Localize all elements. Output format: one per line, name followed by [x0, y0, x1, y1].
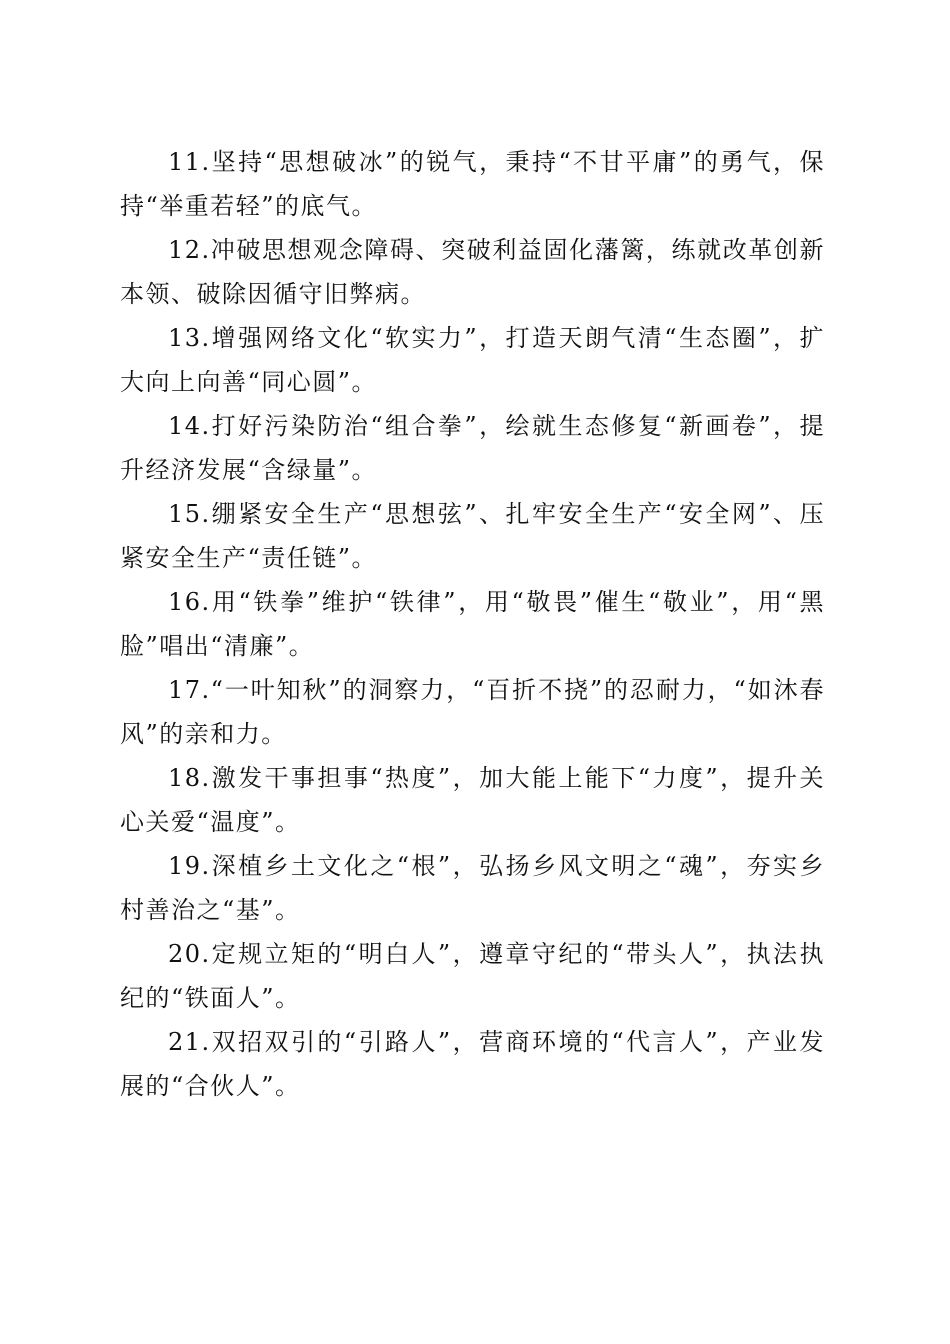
- paragraph-13: 13.增强网络文化“软实力”，打造天朗气清“生态圈”，扩大向上向善“同心圆”。: [120, 324, 825, 396]
- paragraph-11: 11.坚持“思想破冰”的锐气，秉持“不甘平庸”的勇气，保持“举重若轻”的底气。: [120, 148, 825, 220]
- paragraph-14: 14.打好污染防治“组合拳”，绘就生态修复“新画卷”，提升经济发展“含绿量”。: [120, 412, 825, 484]
- paragraph-19: 19.深植乡土文化之“根”，弘扬乡风文明之“魂”，夯实乡村善治之“基”。: [120, 852, 825, 924]
- paragraph-16: 16.用“铁拳”维护“铁律”，用“敬畏”催生“敬业”，用“黑脸”唱出“清廉”。: [120, 588, 825, 660]
- paragraph-12: 12.冲破思想观念障碍、突破利益固化藩篱，练就改革创新本领、破除因循守旧弊病。: [120, 236, 825, 308]
- paragraph-15: 15.绷紧安全生产“思想弦”、扎牢安全生产“安全网”、压紧安全生产“责任链”。: [120, 500, 825, 572]
- paragraph-17: 17.“一叶知秋”的洞察力，“百折不挠”的忍耐力，“如沐春风”的亲和力。: [120, 676, 825, 748]
- document-body: [120, 140, 825, 1108]
- paragraph-18: 18.激发干事担事“热度”，加大能上能下“力度”，提升关心关爱“温度”。: [120, 764, 825, 836]
- paragraph-21: 21.双招双引的“引路人”，营商环境的“代言人”，产业发展的“合伙人”。: [120, 1028, 825, 1100]
- paragraph-20: 20.定规立矩的“明白人”，遵章守纪的“带头人”，执法执纪的“铁面人”。: [120, 940, 825, 1012]
